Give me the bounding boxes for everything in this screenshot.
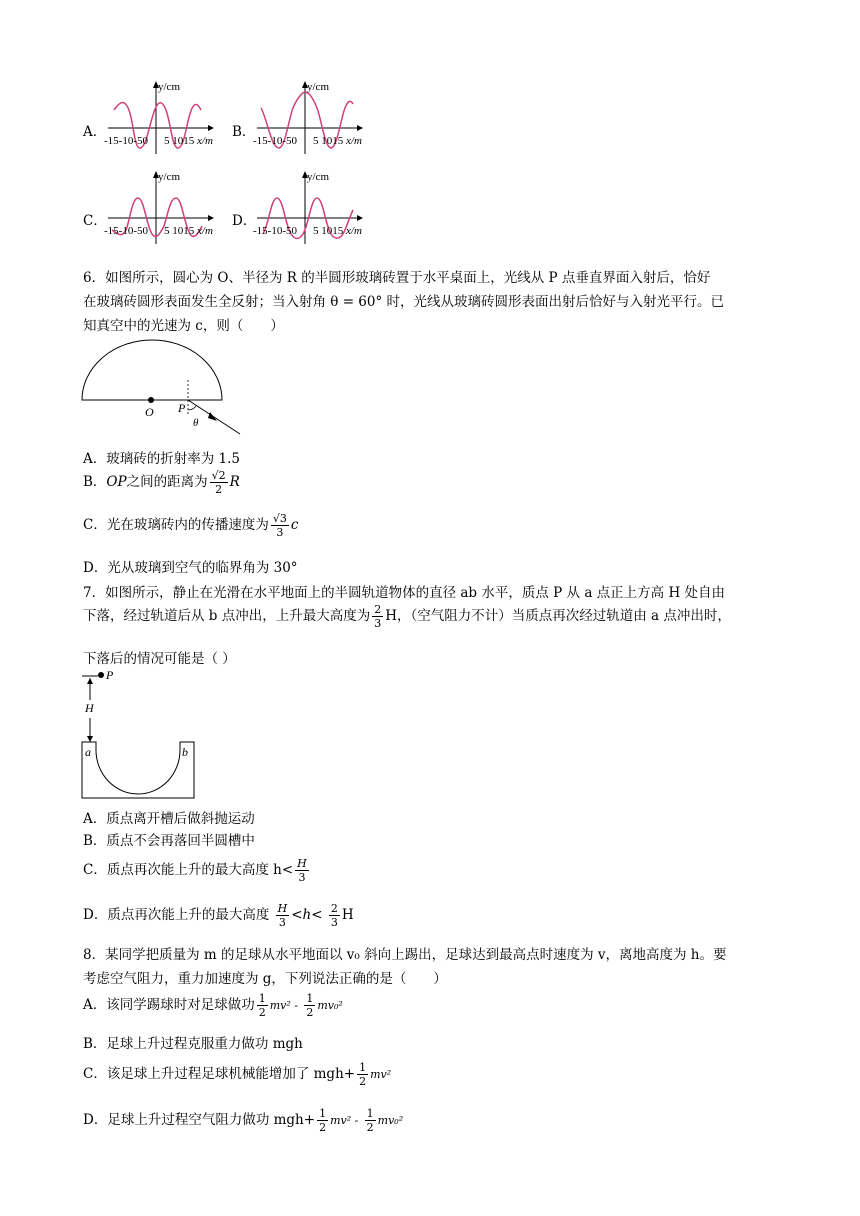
label-b: b: [182, 745, 188, 759]
svg-text:5 1015 x/m: 5 1015 x/m: [313, 225, 362, 237]
q6-semicircle-figure: [78, 334, 248, 436]
wave-graph-a: [104, 78, 226, 158]
ray-arrow: [208, 412, 217, 421]
q6-option-d: D．光从玻璃到空气的临界角为 30°: [83, 560, 298, 576]
q6-option-a: A．玻璃砖的折射率为 1.5: [83, 451, 241, 467]
x-ticks: -15-10-50: [104, 225, 149, 237]
x-axis-arrow: [208, 215, 214, 221]
label-h: H: [85, 701, 94, 715]
q7-option-c: C．质点再次能上升的最大高度 h< $\frac{H}{3}$: [83, 857, 307, 884]
q7-stem-line-3: 下落后的情况可能是（ ）: [83, 651, 236, 667]
svg-text:5 1015 x/m: 5 1015 x/m: [164, 225, 213, 237]
label-theta: θ: [193, 417, 199, 429]
q7-track-figure: [78, 668, 208, 802]
y-axis-label: y/cm: [307, 81, 329, 93]
option-c-label: C．: [83, 213, 107, 229]
q8-option-a: A．该同学踢球时对足球做功 $\frac{1}{2}$ mv² - $\frac{1}{2}$ mv₀²: [83, 992, 343, 1019]
q8-option-d: D．足球上升过程空气阻力做功 mgh+ $\frac{1}{2}$ mv² - $\frac{1}{2}$ mv₀²: [83, 1107, 404, 1134]
arrow-up: [87, 678, 93, 684]
q6-stem-line-1: 6．如图所示，圆心为 O、半径为 R 的半圆形玻璃砖置于水平桌面上，光线从 P 点垂直界面入射后，恰好: [83, 270, 711, 286]
x-axis-arrow: [208, 125, 214, 131]
q8-option-b: B．足球上升过程克服重力做功 mgh: [83, 1036, 303, 1052]
option-a-label: A．: [83, 124, 107, 140]
label-o: O: [145, 405, 154, 419]
wave-graph-c: [104, 168, 226, 248]
x-axis-arrow: [357, 125, 363, 131]
x-axis-arrow: [357, 215, 363, 221]
option-d-label: D．: [232, 213, 257, 229]
wave-graph-d: [253, 168, 375, 248]
svg-text:5 1015 x/m: 5 1015 x/m: [313, 135, 362, 147]
q7-stem-line-2: 下落，经过轨道后从 b 点冲出，上升最大高度为 $\frac{2}{3}$ H，（空气阻力不计）当质点再次经过轨道由 a 点冲出时，: [83, 603, 731, 630]
q6-stem-line-3: 知真空中的光速为 c，则（ ）: [83, 318, 284, 334]
q8-option-c: C．该足球上升过程足球机械能增加了 mgh+ $\frac{1}{2}$ mv²: [83, 1061, 392, 1088]
q8-stem-line-2: 考虑空气阻力，重力加速度为 g，下列说法正确的是（ ）: [83, 971, 447, 987]
svg-text:5 1015 x/m: 5 1015 x/m: [164, 135, 213, 147]
q7-option-a: A．质点离开槽后做斜抛运动: [83, 811, 255, 827]
label-a: a: [85, 745, 91, 759]
q6-stem-line-2: 在玻璃砖圆形表面发生全反射；当入射角 θ = 60° 时，光线从玻璃砖圆形表面出射后恰好与入射光平行。已: [83, 294, 725, 310]
semicircular-track-block: [82, 742, 194, 798]
x-ticks: -15-10-50: [104, 135, 149, 147]
q6-option-c: C．光在玻璃砖内的传播速度为 $\frac{√3}{3}$ c: [83, 512, 299, 539]
wave-graph-b: [253, 78, 375, 158]
q7-option-d: D．质点再次能上升的最大高度 $\frac{H}{3}$ <h< $\frac{2}{3}$ H: [83, 902, 354, 929]
y-axis-label: y/cm: [307, 171, 329, 183]
y-axis-label: y/cm: [158, 81, 180, 93]
point-p: [98, 672, 104, 678]
label-p: P: [106, 668, 114, 682]
y-axis-label: y/cm: [158, 171, 180, 183]
q6-option-b: B．OP之间的距离为 $\frac{√2}{2}$ R: [83, 469, 240, 496]
q7-option-b: B．质点不会再落回半圆槽中: [83, 833, 255, 849]
center-point: [148, 397, 154, 403]
option-b-label: B．: [232, 124, 256, 140]
angle-arc: [188, 406, 196, 410]
semicircle-glass: [82, 340, 222, 400]
label-p: P: [178, 401, 186, 415]
q7-stem-line-1: 7．如图所示，静止在光滑在水平地面上的半圆轨道物体的直径 ab 水平，质点 P 从 a 点正上方高 H 处自由: [83, 585, 726, 601]
arrow-down: [87, 736, 93, 742]
q8-stem-line-1: 8．某同学把质量为 m 的足球从水平地面以 v₀ 斜向上踢出，足球达到最高点时速度为 v，离地高度为 h。要: [83, 947, 727, 963]
x-ticks: -15-10-50: [253, 135, 298, 147]
x-ticks: -15-10-50: [253, 225, 298, 237]
